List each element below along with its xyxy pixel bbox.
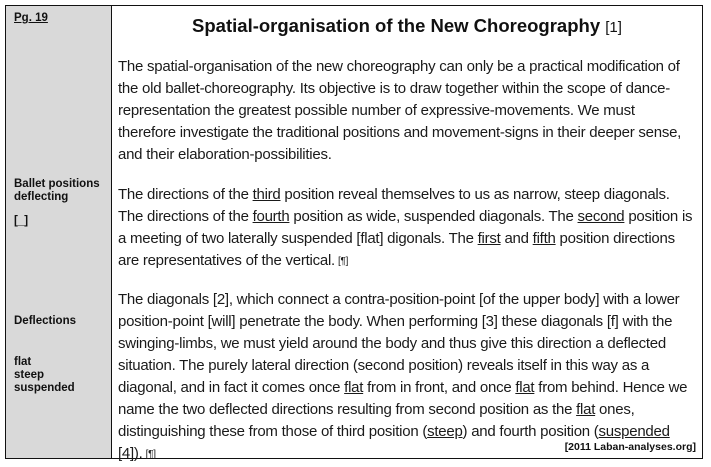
page-title	[112, 15, 702, 37]
pilcrow-icon[interactable]: [¶]	[337, 256, 349, 267]
main-content	[112, 6, 702, 462]
paragraph-deflections	[118, 289, 696, 466]
underlined-fourth: fourth	[252, 208, 290, 225]
text: ones, distinguishing these from those of third position (	[118, 401, 635, 440]
sidebar-note-line: Ballet positions	[14, 178, 100, 190]
sidebar-marker: [_]	[14, 215, 29, 227]
text: [4]).	[118, 445, 143, 462]
sidebar	[6, 6, 112, 458]
paragraph-ballet-positions	[118, 184, 696, 273]
underlined-third: third	[252, 186, 281, 203]
copyright-credit: [2011 Laban-analyses.org]	[564, 441, 696, 453]
sidebar-deflection-list	[14, 356, 75, 395]
sidebar-note-deflections: Deflections	[14, 315, 76, 327]
text: position reveal themselves to us as narrow, steep diagonals. The directions of the	[118, 186, 670, 225]
pilcrow-icon[interactable]: [¶]	[145, 449, 156, 460]
text: position is a meeting of two laterally suspended [flat] digonals. The	[118, 208, 693, 247]
underlined-fifth: fifth	[532, 230, 556, 247]
text: and	[500, 230, 533, 247]
sidebar-item-suspended: suspended	[14, 382, 75, 394]
text: from in front, and once	[363, 379, 516, 396]
page-frame	[5, 5, 703, 462]
sidebar-note-ballet-positions	[14, 178, 100, 228]
text: The diagonals [2], which connect a contra-position-point [of the upper body] with a lower position-point [will] penetrate the body. When performing [3] these diagonals [f] with the swinging-limbs, we must yield around the body and thus give this direction a deflected situation. The purely lateral direction (second position) reveals itself in this way as a diagonal, and in fact it comes once	[118, 291, 680, 396]
paragraph-intro: The spatial-organisation of the new choreography can only be a practical modification of the old ballet-choreography. Its objective is to draw together within the scope of dance-representation the greatest possible number of expressive-movements. We must therefore investigate the traditional positions and movement-signs in their deeper sense, and their elaboration-possibilities.	[118, 58, 682, 163]
underlined-flat: flat	[344, 379, 364, 396]
underlined-flat: flat	[576, 401, 596, 418]
underlined-flat: flat	[515, 379, 535, 396]
underlined-first: first	[477, 230, 501, 247]
title-footnote-ref: [1]	[605, 19, 622, 36]
title-text: Spatial-organisation of the New Choreography	[192, 15, 601, 36]
text: from behind. Hence we name the two deflected directions resulting from second position as the	[118, 379, 688, 418]
underlined-second: second	[577, 208, 625, 225]
underlined-steep: steep	[427, 423, 463, 440]
sidebar-note-line: deflecting	[14, 191, 69, 203]
sidebar-item-flat: flat	[14, 356, 32, 368]
underlined-suspended: suspended	[598, 423, 670, 440]
sidebar-item-steep: steep	[14, 369, 45, 381]
text: The directions of the	[118, 186, 253, 203]
page-number: Pg. 19	[14, 12, 48, 24]
text: position directions are representatives of the vertical.	[118, 230, 675, 269]
text: position as wide, suspended diagonals. The	[289, 208, 578, 225]
text: ) and fourth position (	[462, 423, 599, 440]
